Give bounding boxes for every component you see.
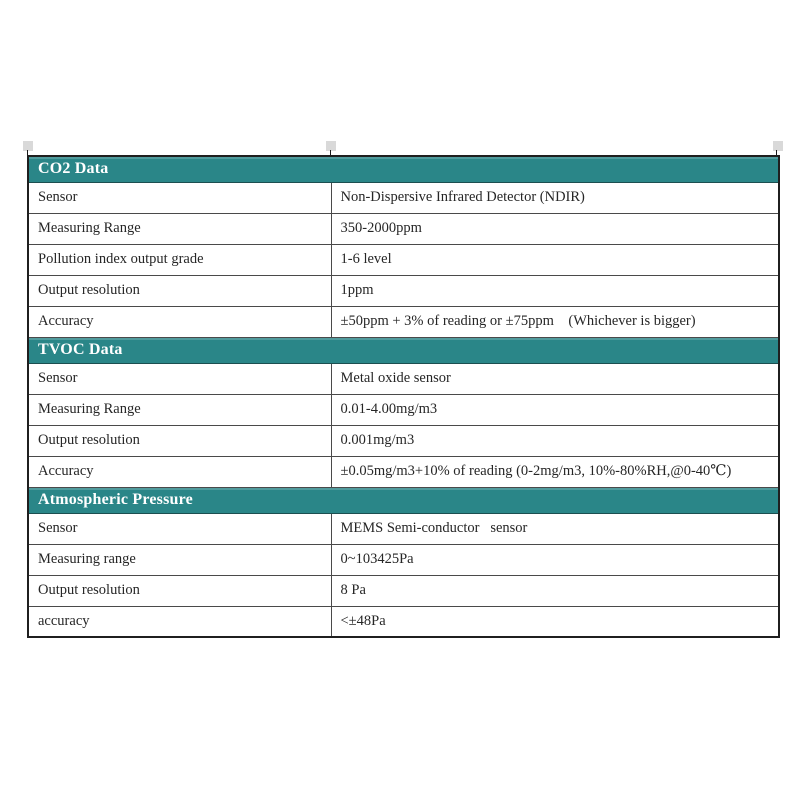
spec-row: [28, 513, 779, 544]
spec-label: Pollution index output grade: [28, 244, 331, 275]
spec-value: 1-6 level: [331, 244, 779, 275]
section-title: CO2 Data: [28, 156, 779, 182]
spec-value: 0~103425Pa: [331, 544, 779, 575]
spec-label: Accuracy: [28, 306, 331, 337]
sensor-spec-table: [27, 155, 778, 638]
spec-row: [28, 456, 779, 487]
spec-row: [28, 244, 779, 275]
spec-row: [28, 306, 779, 337]
column-resize-handle-left[interactable]: [23, 141, 33, 151]
spec-label: Sensor: [28, 363, 331, 394]
spec-label: Output resolution: [28, 425, 331, 456]
section-title: TVOC Data: [28, 337, 779, 363]
spec-value: 0.001mg/m3: [331, 425, 779, 456]
spec-label: Measuring Range: [28, 394, 331, 425]
spec-label: Sensor: [28, 182, 331, 213]
spec-row: [28, 425, 779, 456]
spec-row: [28, 363, 779, 394]
spec-row: [28, 575, 779, 606]
spec-label: Measuring range: [28, 544, 331, 575]
spec-value: 8 Pa: [331, 575, 779, 606]
spec-label: Measuring Range: [28, 213, 331, 244]
spec-row: [28, 544, 779, 575]
column-resize-handle-right[interactable]: [773, 141, 783, 151]
section-header-row: [28, 337, 779, 363]
spec-value: Non-Dispersive Infrared Detector (NDIR): [331, 182, 779, 213]
spec-value: 0.01-4.00mg/m3: [331, 394, 779, 425]
spec-table-body: [28, 156, 779, 637]
spec-value: <±48Pa: [331, 606, 779, 637]
spec-row: [28, 213, 779, 244]
spec-label: accuracy: [28, 606, 331, 637]
section-header-row: [28, 156, 779, 182]
section-title: Atmospheric Pressure: [28, 487, 779, 513]
spec-label: Sensor: [28, 513, 331, 544]
spec-label: Output resolution: [28, 275, 331, 306]
spec-row: [28, 606, 779, 637]
section-header-row: [28, 487, 779, 513]
spec-value: MEMS Semi-conductor sensor: [331, 513, 779, 544]
spec-row: [28, 182, 779, 213]
spec-row: [28, 394, 779, 425]
column-resize-handle-middle[interactable]: [326, 141, 336, 151]
spec-label: Output resolution: [28, 575, 331, 606]
spec-table: [27, 155, 780, 638]
spec-value: 350-2000ppm: [331, 213, 779, 244]
spec-value: Metal oxide sensor: [331, 363, 779, 394]
spec-value: ±50ppm + 3% of reading or ±75ppm (Whichever is bigger): [331, 306, 779, 337]
spec-label: Accuracy: [28, 456, 331, 487]
spec-value: ±0.05mg/m3+10% of reading (0-2mg/m3, 10%-80%RH,@0-40℃): [331, 456, 779, 487]
spec-row: [28, 275, 779, 306]
spec-value: 1ppm: [331, 275, 779, 306]
